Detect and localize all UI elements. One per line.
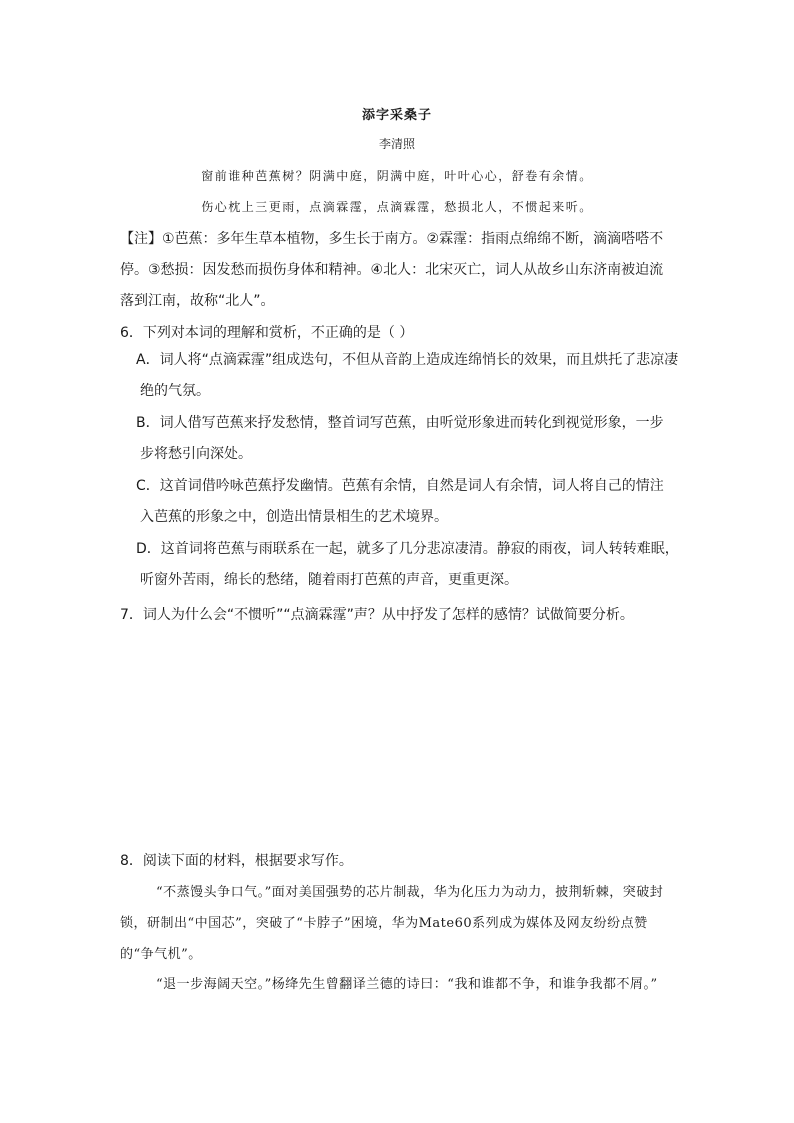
option-a-line2: 绝的气氛。 [140, 383, 210, 399]
annotation-note [120, 224, 680, 317]
note-line: 停。③愁损：因发愁而损伤身体和精神。④北人：北宋灭亡，词人从故乡山东济南被迫流 [120, 262, 664, 278]
note-line: 【注】①芭蕉：多年生草本植物，多生长于南方。②霖霪：指雨点绵绵不断，滴滴嗒嗒不 [120, 231, 664, 247]
answer-space[interactable] [120, 640, 680, 840]
option-a-line1: A．词人将“点滴霖霪”组成迭句，不但从音韵上造成连绵悄长的效果，而且烘托了悲凉凄 [136, 352, 679, 368]
question-8-stem: 8．阅读下面的材料，根据要求写作。 [120, 853, 353, 869]
option-b[interactable] [136, 408, 684, 470]
material-paragraph-2: “退一步海阔天空。”杨绛先生曾翻译兰德的诗曰：“我和谁都不争，和谁争我都不屑。” [156, 977, 658, 992]
poem-line-1: 窗前谁种芭蕉树？阴满中庭，阴满中庭，叶叶心心，舒卷有余情。 [201, 169, 593, 183]
option-d[interactable] [136, 534, 684, 596]
option-d-line2: 听窗外苦雨，绵长的愁绪，随着雨打芭蕉的声音，更重更深。 [140, 572, 518, 588]
poem-author: 李清照 [378, 137, 415, 151]
note-line: 落到江南，故称“北人”。 [120, 293, 275, 309]
poem-title: 添字采桑子 [361, 108, 432, 123]
option-d-line1: D．这首词将芭蕉与雨联系在一起，就多了几分悲凉凄清。静寂的雨夜，词人转转难眠， [136, 541, 679, 557]
option-c-line1: C．这首词借吟咏芭蕉抒发幽情。芭蕉有余情，自然是词人有余情，词人将自己的情注 [136, 478, 664, 494]
option-c-line2: 入芭蕉的形象之中，创造出情景相生的艺术境界。 [140, 509, 448, 525]
question-7-stem: 7．词人为什么会“不惯听”“点滴霖霪”声？从中抒发了怎样的感情？试做简要分析。 [120, 607, 634, 623]
question-6-stem: 6．下列对本词的理解和赏析，不正确的是（ ） [120, 325, 414, 341]
poem-line-2: 伤心枕上三更雨，点滴霖霪，点滴霖霪，愁损北人，不惯起来听。 [201, 200, 593, 214]
option-a[interactable] [136, 345, 684, 407]
material-paragraph-1: “不蒸馒头争口气。”面对美国强势的芯片制裁，华为化压力为动力，披荆斩棘，突破封锁，研制出“中国芯”，突破了“卡脖子”困境，华为Mate60系列成为媒体及网友纷纷点赞的“争气机”。 [120, 885, 664, 962]
option-c[interactable] [136, 471, 684, 533]
option-b-line1: B．词人借写芭蕉来抒发愁情，整首词写芭蕉，由听觉形象进而转化到视觉形象，一步 [136, 415, 664, 431]
option-b-line2: 步将愁引向深处。 [140, 446, 252, 462]
